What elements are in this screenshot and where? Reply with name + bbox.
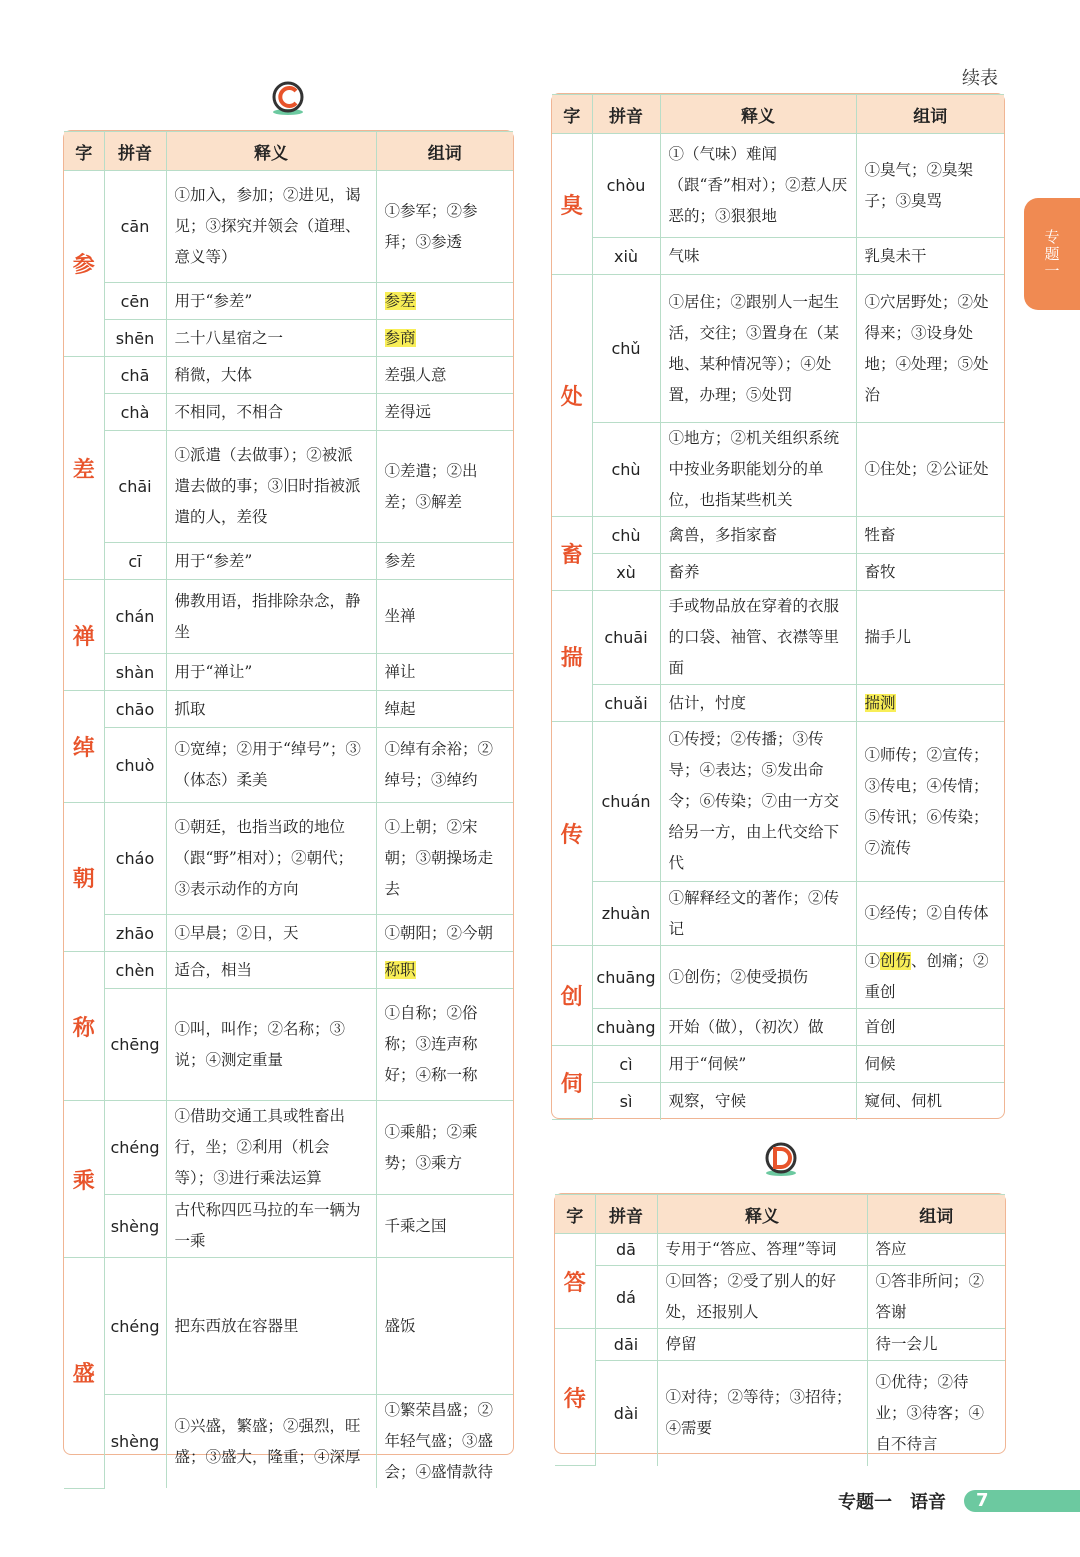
entry-definition: 气味 (660, 238, 856, 275)
entry-words: ①经传；②自传体 (856, 882, 1004, 946)
highlighted-word: 称职 (384, 960, 416, 979)
header-definition: 释义 (166, 132, 376, 171)
header-words: 组词 (376, 132, 513, 171)
header-char: 字 (555, 1195, 595, 1234)
entry-pinyin: cēn (104, 283, 166, 320)
entry-definition: ①回答；②受了别人的好处，还报别人 (657, 1266, 867, 1329)
entry-words: ①上朝；②宋朝；③朝操场走去 (376, 803, 513, 915)
entry-definition: ①创伤；②使受损伤 (660, 946, 856, 1009)
entry-pinyin: chāo (104, 691, 166, 728)
header-pinyin: 拼音 (592, 95, 660, 134)
entry-definition: 二十八星宿之一 (166, 320, 376, 357)
entry-definition: 不相同，不相合 (166, 394, 376, 431)
entry-pinyin: xù (592, 554, 660, 591)
entry-words: ①差遣；②出差；③解差 (376, 431, 513, 543)
table-row (552, 238, 1004, 275)
entry-words (376, 320, 513, 357)
entry-char: 答 (555, 1234, 595, 1329)
entry-definition: ①派遣（去做事）；②被派遣去做的事；③旧时指被派遣的人，差役 (166, 431, 376, 543)
table-row (64, 394, 513, 431)
entry-definition: 用于“参差” (166, 543, 376, 580)
entry-pinyin: chuàng (592, 1009, 660, 1046)
header-pinyin: 拼音 (595, 1195, 657, 1234)
entry-definition: ①传授；②传播；③传导；④表达；⑤发出命令；⑥传染；⑦由一方交给另一方，由上代交给下代 (660, 722, 856, 882)
entry-definition: ①借助交通工具或牲畜出行，坐；②利用（机会等）；③进行乘法运算 (166, 1101, 376, 1195)
entry-pinyin: sì (592, 1083, 660, 1120)
entry-definition: ①加入，参加；②进见，谒见；③探究并领会（道理、意义等） (166, 171, 376, 283)
table-row (64, 952, 513, 989)
entry-words: ①优待；②待业；③待客；④自不待言 (867, 1361, 1005, 1466)
table-row (552, 1046, 1004, 1083)
left-table (63, 130, 514, 1481)
entry-definition: ①宽绰；②用于“绰号”；③（体态）柔美 (166, 728, 376, 803)
entry-char: 伺 (552, 1046, 592, 1120)
entry-char: 创 (552, 946, 592, 1046)
entry-words (856, 685, 1004, 722)
entry-pinyin: xiù (592, 238, 660, 275)
entry-char: 禅 (64, 580, 104, 691)
entry-words (376, 952, 513, 989)
table-row (555, 1329, 1005, 1361)
entry-words: ①自称；②俗称；③连声称好；④称一称 (376, 989, 513, 1101)
page-number: 7 (964, 1490, 1080, 1512)
table-row (64, 357, 513, 394)
entry-words: 窥伺、伺机 (856, 1083, 1004, 1120)
table-row (552, 722, 1004, 882)
entry-pinyin: chéng (104, 1101, 166, 1195)
entry-words: 盛饭 (376, 1258, 513, 1395)
table-row (64, 654, 513, 691)
table-row (552, 946, 1004, 1009)
entry-pinyin: shèng (104, 1395, 166, 1489)
table-row (552, 517, 1004, 554)
header-words: 组词 (867, 1195, 1005, 1234)
table-row (552, 1083, 1004, 1120)
entry-definition: 用于“禅让” (166, 654, 376, 691)
entry-words: ①朝阳；②今朝 (376, 915, 513, 952)
table-row (64, 283, 513, 320)
entry-words (376, 283, 513, 320)
entry-pinyin: shēn (104, 320, 166, 357)
entry-pinyin: chēng (104, 989, 166, 1101)
entry-words: 揣手儿 (856, 591, 1004, 685)
table-row (555, 1361, 1005, 1466)
entry-pinyin: chā (104, 357, 166, 394)
entry-words: 待一会儿 (867, 1329, 1005, 1361)
entry-words: ①繁荣昌盛；②年轻气盛；③盛会；④盛情款待 (376, 1395, 513, 1489)
entry-words: ①住处；②公证处 (856, 423, 1004, 517)
table-row (552, 1009, 1004, 1046)
entry-words: 牲畜 (856, 517, 1004, 554)
entry-pinyin: chán (104, 580, 166, 654)
entry-pinyin: cháo (104, 803, 166, 915)
entry-pinyin: chèn (104, 952, 166, 989)
entry-pinyin: chòu (592, 134, 660, 238)
entry-char: 朝 (64, 803, 104, 952)
table-row (64, 580, 513, 654)
entry-words: ①参军；②参拜；③参透 (376, 171, 513, 283)
footer (838, 1486, 946, 1516)
entry-words: 千乘之国 (376, 1195, 513, 1258)
entry-words: ①师传；②宣传；③传电；④传情；⑤传讯；⑥传染；⑦流传 (856, 722, 1004, 882)
entry-definition: 古代称四匹马拉的车一辆为一乘 (166, 1195, 376, 1258)
header-definition: 释义 (660, 95, 856, 134)
table-row (552, 591, 1004, 685)
entry-pinyin: zhuàn (592, 882, 660, 946)
table-row (64, 989, 513, 1101)
table-row (64, 1101, 513, 1195)
table-row (552, 423, 1004, 517)
header-char: 字 (64, 132, 104, 171)
entry-words: ①乘船；②乘势；③乘方 (376, 1101, 513, 1195)
entry-definition: 用于“伺候” (660, 1046, 856, 1083)
entry-char: 传 (552, 722, 592, 946)
d-table (554, 1193, 1006, 1454)
entry-pinyin: chéng (104, 1258, 166, 1395)
highlighted-word: 创伤 (880, 952, 912, 970)
table-row (552, 882, 1004, 946)
entry-definition: 适合，相当 (166, 952, 376, 989)
entry-pinyin: chù (592, 517, 660, 554)
table-row (552, 685, 1004, 722)
entry-definition: ①地方；②机关组织系统中按业务职能划分的单位，也指某些机关 (660, 423, 856, 517)
entry-definition: 专用于“答应、答理”等词 (657, 1234, 867, 1266)
entry-pinyin: chù (592, 423, 660, 517)
entry-words: ①答非所问；②答谢 (867, 1266, 1005, 1329)
entry-char: 处 (552, 275, 592, 517)
entry-words: ①臭气；②臭架子；③臭骂 (856, 134, 1004, 238)
entry-definition: 停留 (657, 1329, 867, 1361)
entry-pinyin: zhāo (104, 915, 166, 952)
entry-words: 乳臭未干 (856, 238, 1004, 275)
entry-char: 揣 (552, 591, 592, 722)
entry-pinyin: shàn (104, 654, 166, 691)
entry-words: 禅让 (376, 654, 513, 691)
header-words: 组词 (856, 95, 1004, 134)
table-row (64, 171, 513, 283)
entry-words: 坐禅 (376, 580, 513, 654)
entry-char: 臭 (552, 134, 592, 275)
entry-definition: 佛教用语，指排除杂念，静坐 (166, 580, 376, 654)
entry-definition: ①叫，叫作；②名称；③说；④测定重量 (166, 989, 376, 1101)
entry-definition: ①早晨；②日，天 (166, 915, 376, 952)
entry-pinyin: cī (104, 543, 166, 580)
entry-pinyin: cān (104, 171, 166, 283)
table-row (64, 320, 513, 357)
entry-definition: 开始（做），（初次）做 (660, 1009, 856, 1046)
entry-definition: 畜养 (660, 554, 856, 591)
entry-definition: ①兴盛，繁盛；②强烈，旺盛；③盛大，隆重；④深厚 (166, 1395, 376, 1489)
entry-char: 畜 (552, 517, 592, 591)
table-row (64, 915, 513, 952)
entry-words: 畜牧 (856, 554, 1004, 591)
entry-words: ①绰有余裕；②绰号；③绰约 (376, 728, 513, 803)
entry-char: 差 (64, 357, 104, 580)
table-row (552, 275, 1004, 423)
table-row (64, 431, 513, 543)
entry-words: 首创 (856, 1009, 1004, 1046)
table-row (555, 1266, 1005, 1329)
highlighted-word: 揣测 (864, 693, 896, 712)
entry-pinyin: dá (595, 1266, 657, 1329)
entry-definition: 用于“参差” (166, 283, 376, 320)
entry-char: 参 (64, 171, 104, 357)
entry-pinyin: dāi (595, 1329, 657, 1361)
entry-words: 伺候 (856, 1046, 1004, 1083)
entry-pinyin: dā (595, 1234, 657, 1266)
entry-pinyin: chuán (592, 722, 660, 882)
entry-definition: ①解释经文的著作；②传记 (660, 882, 856, 946)
entry-pinyin: dài (595, 1361, 657, 1466)
entry-definition: 把东西放在容器里 (166, 1258, 376, 1395)
table-row (64, 1258, 513, 1395)
table-row (64, 1195, 513, 1258)
entry-words: 差强人意 (376, 357, 513, 394)
entry-pinyin: chuǎi (592, 685, 660, 722)
entry-words: ①创伤、创痛；②重创 (856, 946, 1004, 1009)
footer-topic: 专题一 (838, 1492, 892, 1513)
table-row (64, 728, 513, 803)
entry-pinyin: chuāi (592, 591, 660, 685)
table-row (64, 803, 513, 915)
entry-pinyin: shèng (104, 1195, 166, 1258)
entry-pinyin: chǔ (592, 275, 660, 423)
entry-char: 称 (64, 952, 104, 1101)
header-char: 字 (552, 95, 592, 134)
entry-definition: ①对待；②等待；③招待；④需要 (657, 1361, 867, 1466)
entry-definition: 估计，忖度 (660, 685, 856, 722)
entry-definition: 稍微，大体 (166, 357, 376, 394)
entry-pinyin: cì (592, 1046, 660, 1083)
letter-c-icon (269, 79, 307, 117)
table-row (64, 691, 513, 728)
entry-definition: 手或物品放在穿着的衣服的口袋、袖管、衣襟等里面 (660, 591, 856, 685)
entry-words: ①穴居野处；②处得来；③设身处地；④处理；⑤处治 (856, 275, 1004, 423)
letter-d-icon (762, 1140, 800, 1178)
table-row (552, 134, 1004, 238)
entry-definition: ①朝廷，也指当政的地位（跟“野”相对）；②朝代；③表示动作的方向 (166, 803, 376, 915)
highlighted-word: 参差 (384, 291, 416, 310)
header-pinyin: 拼音 (104, 132, 166, 171)
table-row (555, 1234, 1005, 1266)
continued-label: 续表 (962, 68, 998, 89)
entry-char: 绰 (64, 691, 104, 803)
footer-subject: 语音 (910, 1492, 946, 1513)
entry-words: 差得远 (376, 394, 513, 431)
entry-pinyin: chuò (104, 728, 166, 803)
table-row (552, 554, 1004, 591)
entry-words: 绰起 (376, 691, 513, 728)
entry-char: 盛 (64, 1258, 104, 1489)
entry-words: 参差 (376, 543, 513, 580)
entry-definition: ①（气味）难闻（跟“香”相对）；②惹人厌恶的；③狠狠地 (660, 134, 856, 238)
side-tab-topic[interactable]: 专题一 (1024, 198, 1080, 310)
entry-definition: ①居住；②跟别人一起生活，交往；③置身在（某地、某种情况等）；④处置，办理；⑤处罚 (660, 275, 856, 423)
right-table (551, 93, 1005, 1119)
entry-definition: 禽兽，多指家畜 (660, 517, 856, 554)
entry-words: 答应 (867, 1234, 1005, 1266)
table-row (64, 1395, 513, 1489)
table-row (64, 543, 513, 580)
entry-char: 乘 (64, 1101, 104, 1258)
header-definition: 释义 (657, 1195, 867, 1234)
entry-pinyin: chuāng (592, 946, 660, 1009)
entry-char: 待 (555, 1329, 595, 1466)
entry-definition: 抓取 (166, 691, 376, 728)
entry-definition: 观察，守候 (660, 1083, 856, 1120)
entry-pinyin: chāi (104, 431, 166, 543)
highlighted-word: 参商 (384, 328, 416, 347)
entry-pinyin: chà (104, 394, 166, 431)
